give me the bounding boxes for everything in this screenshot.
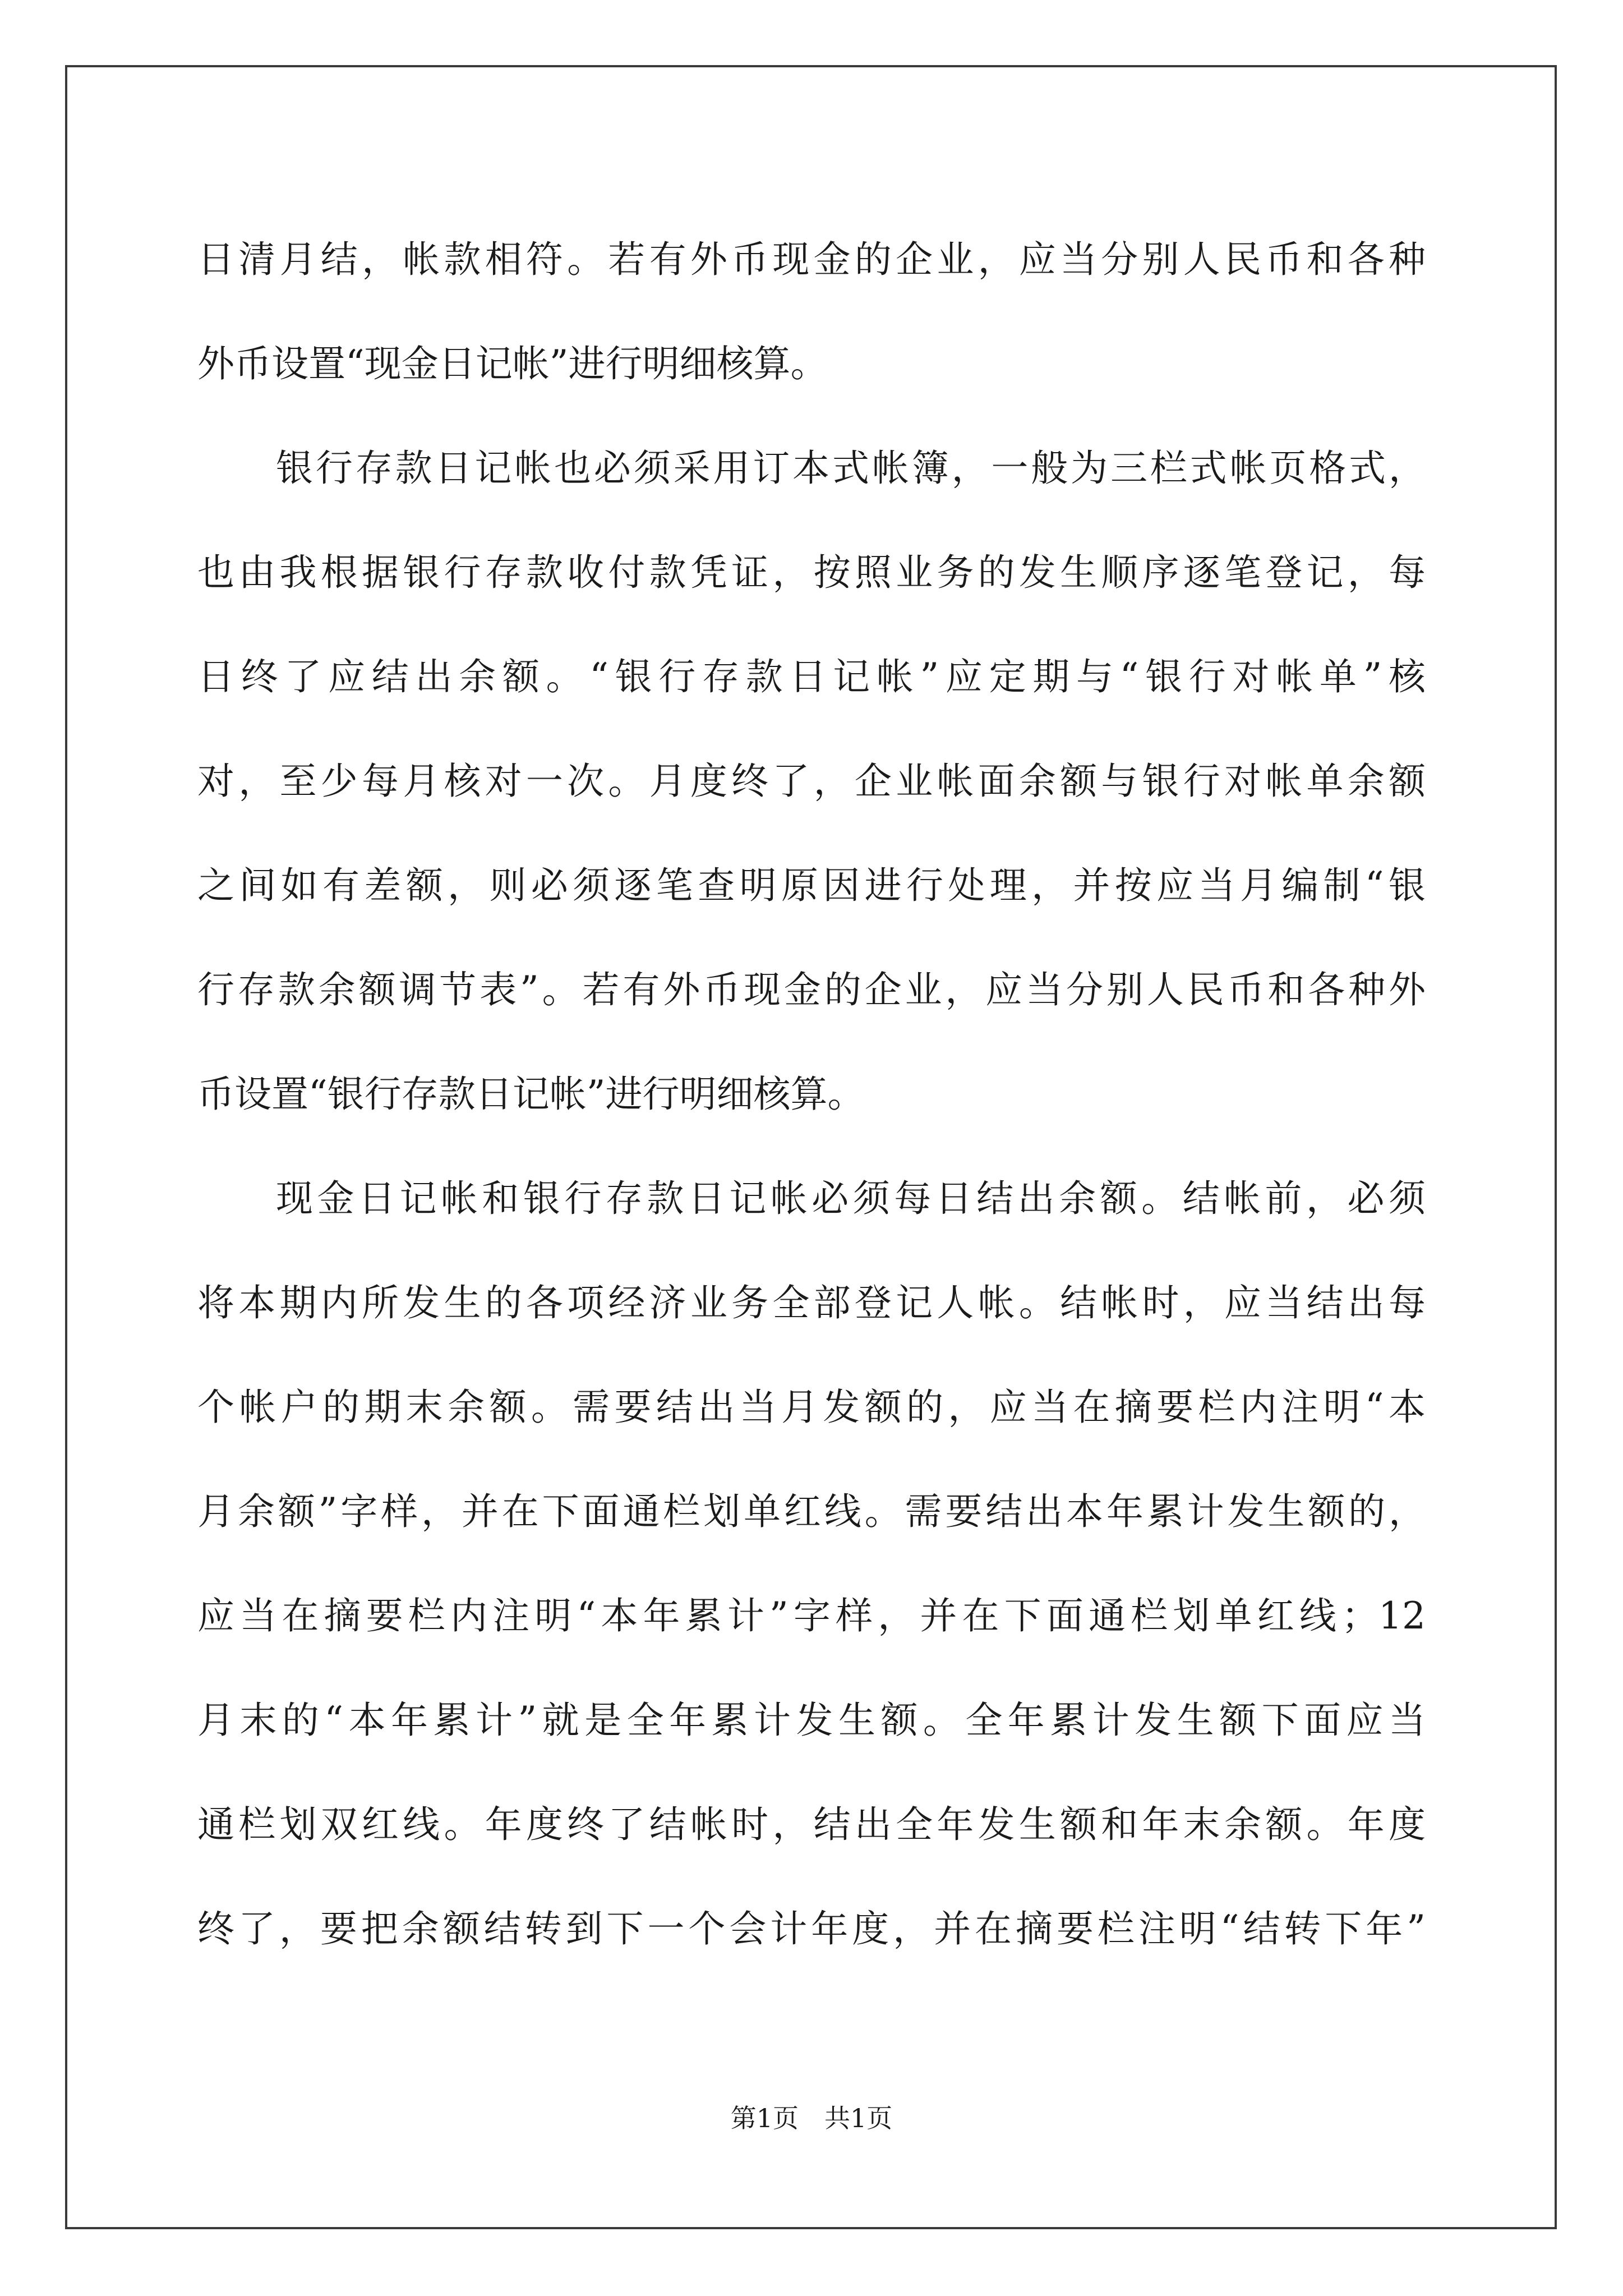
text-line: 个帐户的期末余额。需要结出当月发额的，应当在摘要栏内注明“本 bbox=[197, 1386, 1426, 1429]
text-line: 日终了应结出余额。“银行存款日记帐”应定期与“银行对帐单”核 bbox=[197, 655, 1426, 698]
text-line: 外币设置“现金日记帐”进行明细核算。 bbox=[197, 342, 828, 385]
text-line: 币设置“银行存款日记帐”进行明细核算。 bbox=[197, 1073, 865, 1116]
text-line: 银行存款日记帐也必须采用订本式帐簿，一般为三栏式帐页格式， bbox=[276, 447, 1426, 490]
text-line: 终了，要把余额结转到下一个会计年度，并在摘要栏注明“结转下年” bbox=[197, 1907, 1426, 1950]
text-line: 之间如有差额，则必须逐笔查明原因进行处理，并按应当月编制“银 bbox=[197, 864, 1426, 907]
text-line: 现金日记帐和银行存款日记帐必须每日结出余额。结帐前，必须 bbox=[276, 1177, 1426, 1220]
text-line: 日清月结，帐款相符。若有外币现金的企业，应当分别人民币和各种 bbox=[197, 238, 1426, 281]
document-body bbox=[197, 208, 1426, 1981]
text-line: 行存款余额调节表”。若有外币现金的企业，应当分别人民币和各种外 bbox=[197, 968, 1426, 1011]
text-line: 应当在摘要栏内注明“本年累计”字样，并在下面通栏划单红线；12 bbox=[197, 1594, 1426, 1637]
text-line: 通栏划双红线。年度终了结帐时，结出全年发生额和年末余额。年度 bbox=[197, 1803, 1426, 1846]
page-footer: 第1页 共1页 bbox=[730, 2103, 893, 2133]
text-line: 对，至少每月核对一次。月度终了，企业帐面余额与银行对帐单余额 bbox=[197, 760, 1426, 803]
text-line: 也由我根据银行存款收付款凭证，按照业务的发生顺序逐笔登记，每 bbox=[197, 551, 1426, 594]
text-line: 将本期内所发生的各项经济业务全部登记人帐。结帐时，应当结出每 bbox=[197, 1281, 1426, 1324]
text-line: 月末的“本年累计”就是全年累计发生额。全年累计发生额下面应当 bbox=[197, 1699, 1426, 1742]
text-line: 月余额”字样，并在下面通栏划单红线。需要结出本年累计发生额的， bbox=[197, 1490, 1426, 1533]
